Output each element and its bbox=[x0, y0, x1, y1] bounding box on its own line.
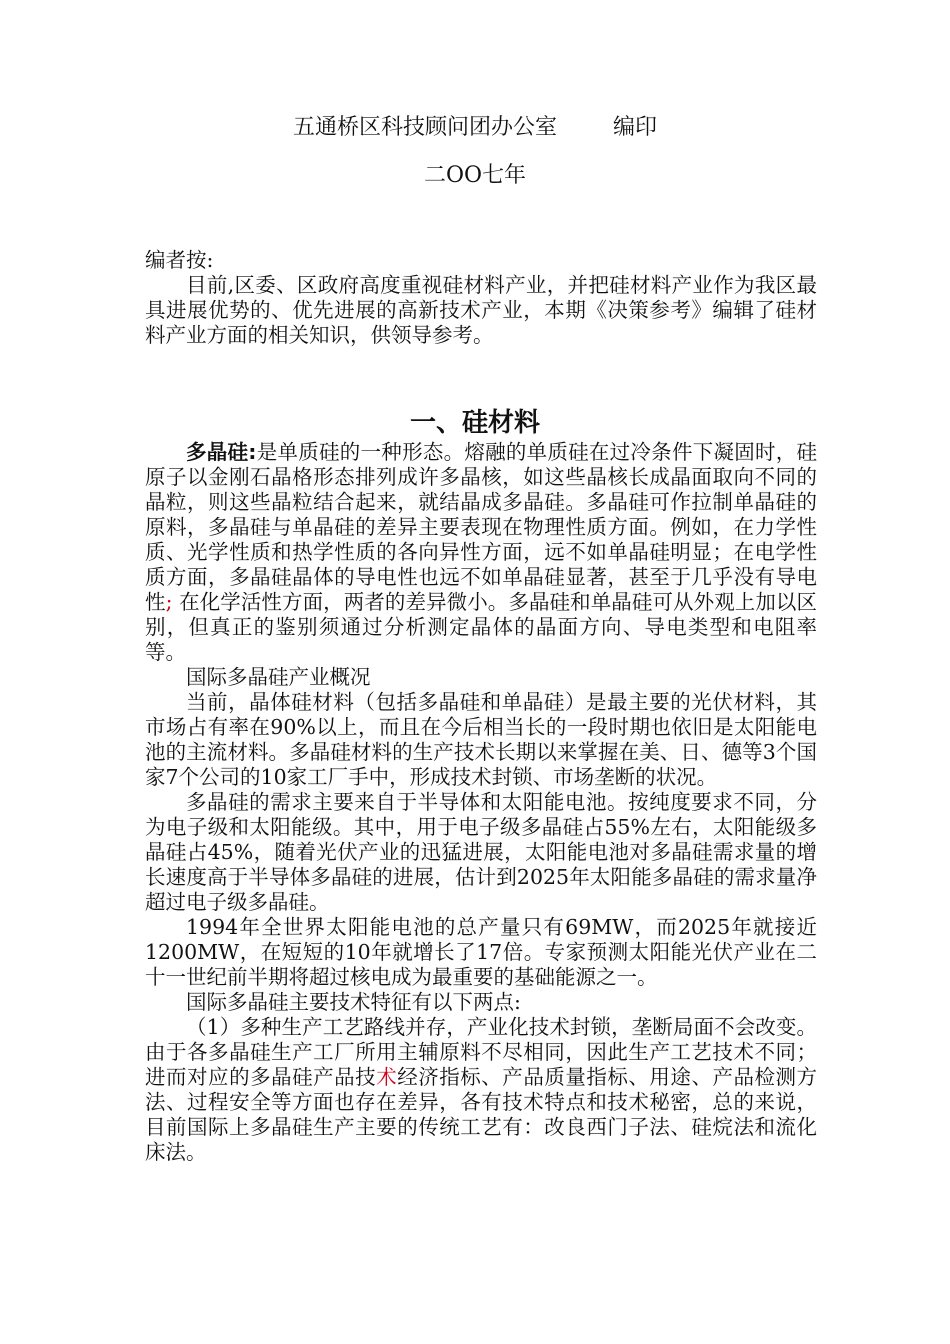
feature-1-text-a: （1）多种生产工艺路线并存，产业化技术封锁，垄断局面不会改变。由于各多晶硅生产工厂所用主辅原料不尽相同，因此生产工艺技术不同；进而对应的多晶硅产品技 bbox=[145, 1015, 817, 1089]
feature-1-red-char: 术 bbox=[376, 1065, 398, 1089]
editor-note-label: 编者按: bbox=[145, 248, 214, 272]
publisher-line bbox=[0, 110, 950, 141]
paragraph-demand: 多晶硅的需求主要来自于半导体和太阳能电池。按纯度要求不同，分为电子级和太阳能级。其中，用于电子级多晶硅占55%左右，太阳能级多晶硅占45%，随着光伏产业的迅猛进展，太阳能电池对多晶硅需求量的增长速度高于半导体多晶硅的进展，估计到2025年太阳能多晶硅的需求量净超过电子级多晶硅。 bbox=[145, 790, 817, 914]
polysilicon-semicolon: ; bbox=[165, 590, 173, 614]
feature-1-text-b: 经济指标、产品质量指标、用途、产品检测方法、过程安全等方面也存在差异，各有技术特点和技术秘密，总的来说，目前国际上多晶硅生产主要的传统工艺有：改良西门子法、硅烷法和流化床法。 bbox=[145, 1065, 818, 1164]
editor-note-text: 目前,区委、区政府高度重视硅材料产业，并把硅材料产业作为我区最具进展优势的、优先进展的高新技术产业，本期《决策参考》编辑了硅材料产业方面的相关知识，供领导参考。 bbox=[145, 273, 817, 347]
publish-year: 二OO七年 bbox=[423, 163, 527, 188]
polysilicon-text-b: 在化学活性方面，两者的差异微小。多晶硅和单晶硅可从外观上加以区别，但真正的鉴别须通过分析测定晶体的晶面方向、导电类型和电阻率等。 bbox=[145, 590, 818, 664]
paragraph-industry-overview-heading: 国际多晶硅产业概况 bbox=[186, 665, 371, 689]
paragraph-production-growth: 1994年全世界太阳能电池的总产量只有69MW，而2025年就接近1200MW，在短短的10年就增长了17倍。专家预测太阳能光伏产业在二十一世纪前半期将超过核电成为最重要的基础能源之一。 bbox=[145, 915, 817, 989]
editor-note bbox=[145, 248, 817, 348]
paragraph-tech-features-heading: 国际多晶硅主要技术特征有以下两点: bbox=[186, 990, 521, 1014]
polysilicon-term: 多晶硅: bbox=[186, 440, 257, 464]
section-title: 一、硅材料 bbox=[409, 408, 540, 438]
polysilicon-definition bbox=[145, 440, 817, 665]
section-content bbox=[145, 440, 817, 1165]
publisher-office: 五通桥区科技顾问团办公室 bbox=[293, 115, 558, 140]
publisher-action: 编印 bbox=[612, 115, 657, 140]
paragraph-feature-1 bbox=[145, 1015, 817, 1165]
paragraph-market-share: 当前，晶体硅材料（包括多晶硅和单晶硅）是最主要的光伏材料，其市场占有率在90%以上，而且在今后相当长的一段时期也依旧是太阳能电池的主流材料。多晶硅材料的生产技术长期以来掌握在美、日、德等3个国家7个公司的10家工厂手中，形成技术封锁、市场垄断的状况。 bbox=[145, 690, 817, 789]
polysilicon-text-a: 是单质硅的一种形态。熔融的单质硅在过冷条件下凝固时，硅原子以金刚石晶格形态排列成许多晶核，如这些晶核长成晶面取向不同的晶粒，则这些晶粒结合起来，就结晶成多晶硅。多晶硅可作拉制单晶硅的原料，多晶硅与单晶硅的差异主要表现在物理性质方面。例如，在力学性质、光学性质和热学性质的各向异性方面，远不如单晶硅明显；在电学性质方面，多晶硅晶体的导电性也远不如单晶硅显著，甚至于几乎没有导电性 bbox=[145, 440, 817, 614]
